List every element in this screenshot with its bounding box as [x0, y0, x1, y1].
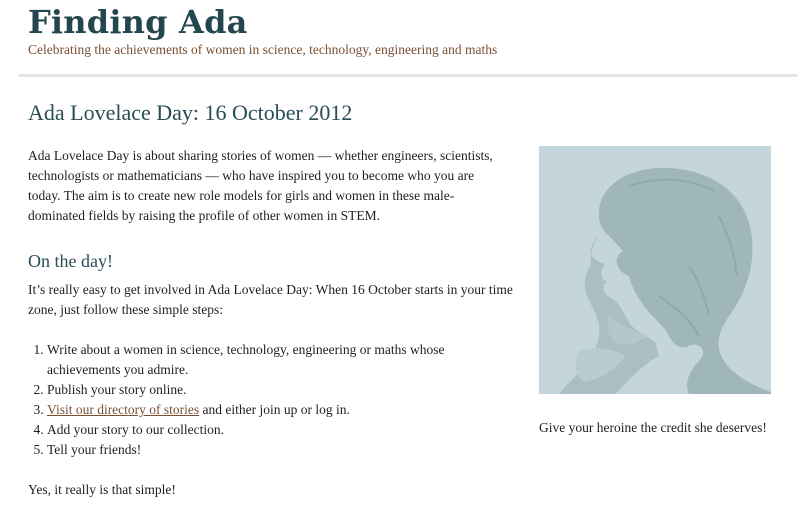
main-content: [28, 96, 788, 497]
figure-caption: Give your heroine the credit she deserves!: [539, 420, 767, 435]
step-text: Add your story to our collection.: [47, 422, 224, 437]
site-header: [28, 2, 788, 58]
section-heading: On the day!: [28, 251, 113, 271]
directory-link[interactable]: Visit our directory of stories: [47, 402, 200, 417]
step-text: Tell your friends!: [47, 442, 142, 457]
step-item: [47, 380, 508, 400]
header-divider: [18, 74, 798, 77]
step-item: [47, 420, 508, 440]
steps-list: [28, 340, 508, 460]
closing-paragraph: Yes, it really is that simple!: [28, 482, 176, 497]
page-title: Ada Lovelace Day: 16 October 2012: [28, 100, 353, 125]
site-title[interactable]: Finding Ada: [28, 3, 248, 41]
content-column: [28, 146, 513, 500]
step-item: [47, 400, 508, 420]
step-item: [47, 340, 508, 380]
intro-paragraph: Ada Lovelace Day is about sharing stories of women — whether engineers, scientists, technologists or mathematicians — who have inspired you to become who you are today. The aim is to create new role models for girls and women in these male-dominated fields by raising the profile of other women in STEM.: [28, 148, 493, 223]
site-tagline: Celebrating the achievements of women in science, technology, engineering and maths: [28, 42, 498, 57]
step-text: Write about a women in science, technology, engineering or maths whose achievements you admire.: [47, 342, 445, 377]
steps-intro: It’s really easy to get involved in Ada Lovelace Day: When 16 October starts in your time zone, just follow these simple steps:: [28, 282, 513, 317]
sidebar-figure: [539, 146, 771, 438]
step-item: [47, 440, 508, 460]
step-text: Publish your story online.: [47, 382, 187, 397]
woman-profile-silhouette-image: [539, 146, 771, 394]
step-text: and either join up or log in.: [199, 402, 350, 417]
